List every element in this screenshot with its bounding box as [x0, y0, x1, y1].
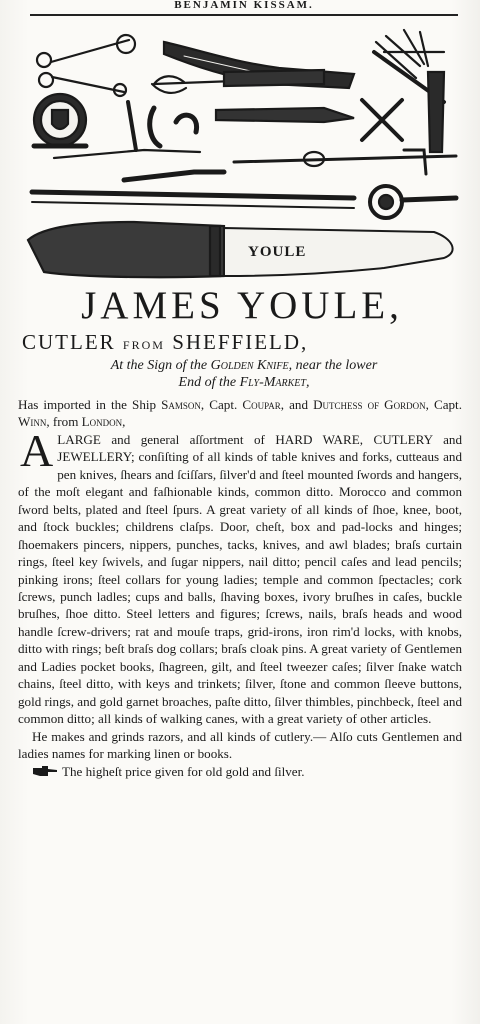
carving-fork-icon [152, 70, 324, 93]
price-paragraph [18, 763, 462, 780]
quill-knife-icon [128, 102, 197, 150]
awl-icon [428, 72, 444, 152]
sign-name: Golden Knife, [210, 358, 293, 373]
and-text: and [289, 397, 309, 412]
drop-cap: A [20, 424, 54, 476]
sword-icon [32, 186, 456, 218]
blade-inscription: YOULE [248, 244, 307, 260]
ship-name-1: Samson, [161, 397, 205, 412]
cutlery-woodcut-illustration [24, 22, 464, 287]
from-text: from [52, 414, 79, 430]
pointing-hand-icon [32, 765, 58, 777]
captain-name-1: Coupar, [242, 397, 285, 412]
scissors-icon [37, 35, 135, 96]
assortment-paragraph [18, 424, 462, 728]
capt-label-1: Capt. [209, 397, 238, 412]
trade-place: SHEFFIELD, [172, 330, 309, 354]
razors-paragraph: He makes and grinds razors, and all kinds of cutlery.— Alſo cuts Gentlemen and ladies names for marking linen or books. [18, 728, 462, 762]
city-name: London, [81, 414, 126, 430]
large-knife-icon [28, 222, 453, 277]
trade-word: CUTLER [22, 330, 116, 354]
captain-name-2: Winn, [18, 414, 50, 430]
header-rule [30, 0, 458, 16]
sign-text-3: End of the [178, 375, 237, 390]
sign-text-2: near the lower [295, 358, 378, 373]
market-name: Fly-Market, [239, 375, 310, 390]
capt-label-2: Capt. [433, 397, 462, 412]
trade-from: FROM [122, 338, 165, 352]
advert-body [18, 396, 462, 780]
price-text: The higheſt price given for old gold and ſilver. [62, 763, 305, 779]
header-text: BENJAMIN KISSAM. [174, 0, 314, 11]
sign-text-1: At the Sign of the [110, 358, 208, 373]
assortment-text: LARGE and general aſſortment of HARD WARE, CUTLERY and JEWELLERY; conſiſting of all kinds of table knives and forks, cutteaus and pen knives, ſhears and ſciſſars, ſilver'd and ſteel mounted ſwords and hangers, of the moſt elegant and faſhionable kinds, common ditto. Morocco and common ſword belts, plated and ſteel ſpurs. A great variety of all kinds of ſhoe, knee, boot, and ſtock buckles; childrens claſps. Door, cheſt, box and pad-locks and hinges; ſhoemakers pincers, nippers, punches, tacks, knives, and awl blades; braſs curtain rings, ſteel key ſwivels, and ſugar nippers, nail ditto; pencil caſes and lead pencils; pinking irons; ſteel collars for young ladies; temple and common ſpectacles; cork ſcrews, punch ladles; cups and balls, ſhaving boxes, ivory bruſhes in caſes, buckle bruſhes, ſhoe ditto. Steel letters and figures; ſcrews, nails, braſs heads and wood handle ſcrew-drivers; rat and mouſe traps, grid-irons, iron rim'd locks, with knobs, ditto with rings; beſt braſs dog collars; braſs cloak pins. A great variety of Gentlemen and Ladies pocket books, ſhagreen, gilt, and ſteel tweezer caſes; ſilver ſnake watch chains, ſteel ditto, with keys and trinkets; ſilver, ſtone and common ſleeve buttons, gold rings, and gold garnet broaches, paſte ditto, ſilver thimbles, pinchbeck, ſteel and common ditto; all kinds of walking canes, with a great variety of other articles. [18, 431, 462, 727]
table-knife-icon [216, 108, 354, 122]
import-text: Has imported in the Ship [18, 397, 157, 412]
shop-location [28, 357, 460, 391]
ship-name-2: Dutchess of Gordon, [313, 397, 429, 412]
advertiser-name: JAMES YOULE, [81, 284, 403, 327]
import-notice [18, 396, 462, 431]
knife-and-fork-row-icon [54, 150, 456, 180]
trade-line [22, 330, 462, 357]
seal-icon [34, 94, 86, 146]
cork-screw-icon [362, 100, 402, 140]
